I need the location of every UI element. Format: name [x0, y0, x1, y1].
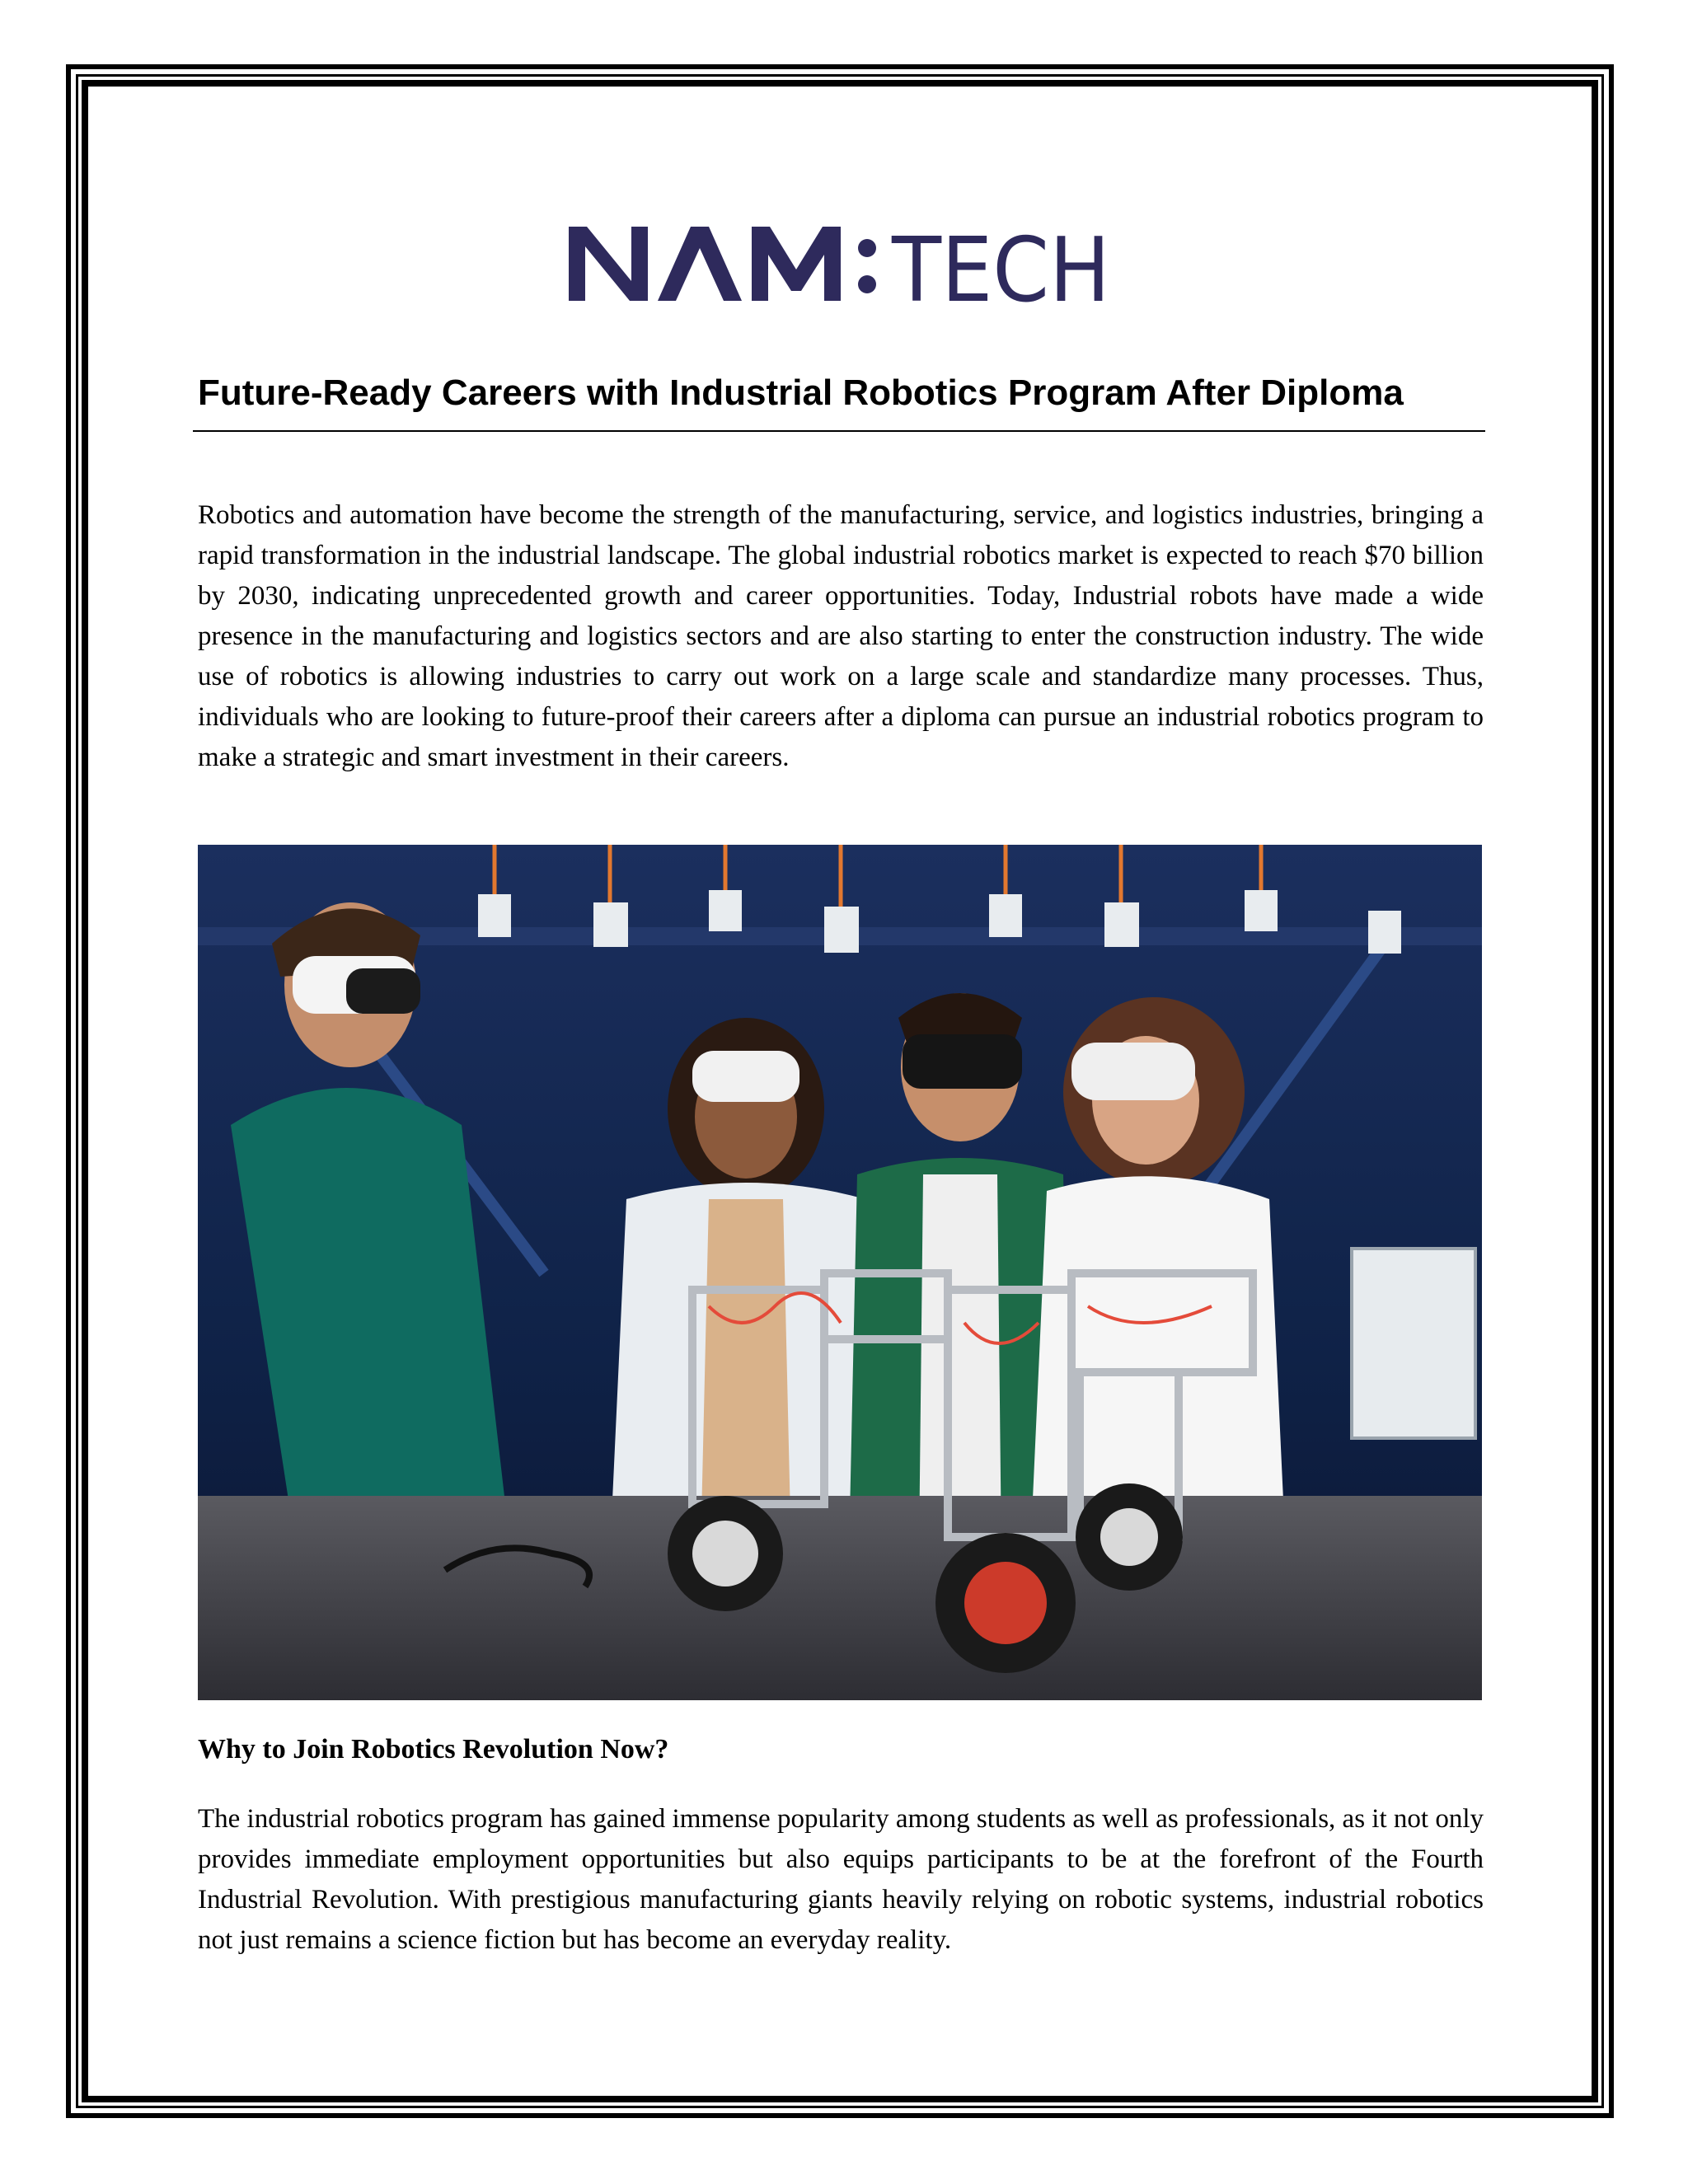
section-paragraph: The industrial robotics program has gained immense popularity among students as well as professionals, as it not only provides immediate employment opportunities but also equips participants to be at the forefront of the Fourth Industrial Revolution. With prestigious manufacturing giants heavily relying on robotic systems, industrial robotics not just remains a science fiction but has become an everyday reality. — [198, 1804, 1484, 1955]
section-heading: Why to Join Robotics Revolution Now? — [198, 1734, 669, 1765]
students-vr-robotics-photo — [198, 845, 1482, 1700]
svg-text:TECH: TECH — [891, 219, 1110, 309]
article-title: Future-Ready Careers with Industrial Robotics Program After Diploma — [198, 373, 1404, 413]
title-underline — [193, 430, 1485, 432]
intro-paragraph: Robotics and automation have become the strength of the manufacturing, service, and logistics industries, bringing a rapid transformation in the industrial landscape. The global industrial robotics market is expected to reach $70 billion by 2030, indicating unprecedented growth and career opportunities. Today, Industrial robots have made a wide presence in the manufacturing and logistics sectors and are also starting to enter the construction industry. The wide use of robotics is allowing industries to carry out work on a large scale and standardize many processes. Thus, individuals who are looking to future-proof their careers after a diploma can pursue an industrial robotics program to make a strategic and smart investment in their careers. — [198, 500, 1484, 772]
namtech-logo — [569, 218, 1113, 309]
photo-illustration — [198, 845, 1482, 1700]
namtech-logo-graphic — [569, 218, 1113, 309]
